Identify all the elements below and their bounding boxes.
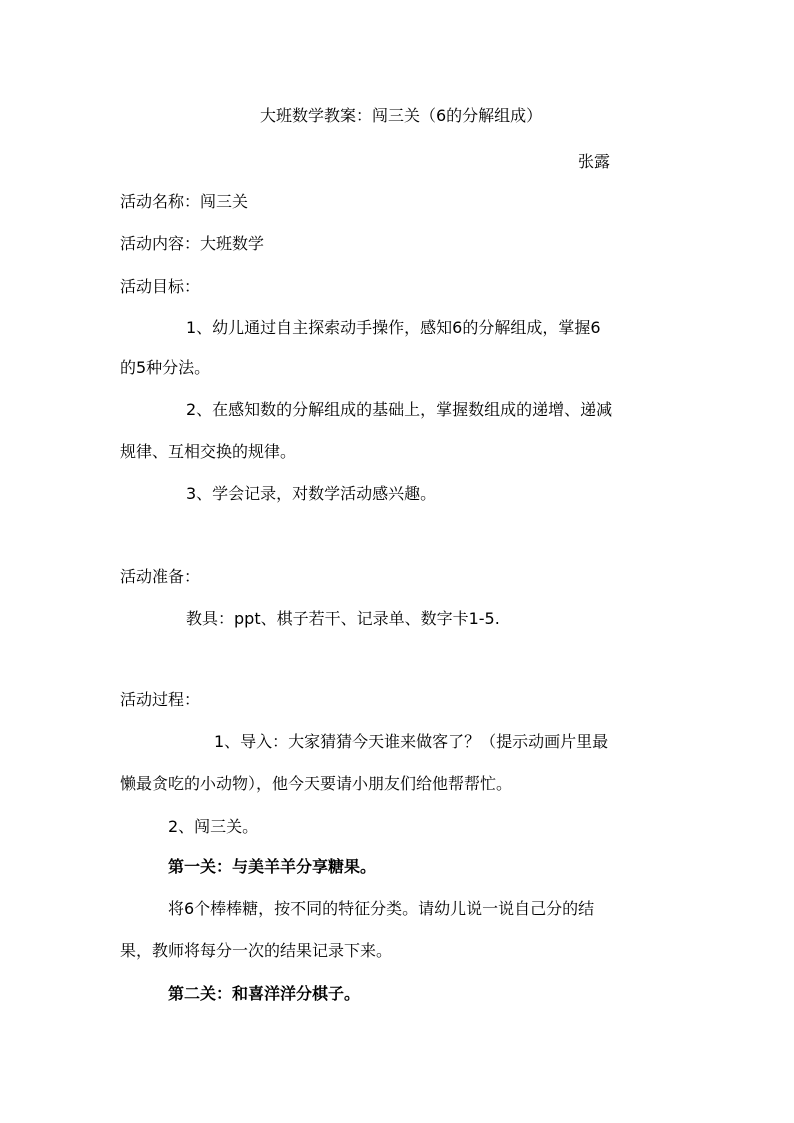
goal-line: 1、幼儿通过自主探索动手操作，感知6的分解组成，掌握6 xyxy=(186,318,601,337)
activity-name: 活动名称：闯三关 xyxy=(120,192,249,211)
level-two-title: 第二关：和喜洋洋分棋子。 xyxy=(168,984,361,1003)
preparation-detail: 教具：ppt、棋子若干、记录单、数字卡1-5. xyxy=(186,609,500,628)
goal-line: 规律、互相交换的规律。 xyxy=(120,442,297,461)
process-line: 2、闯三关。 xyxy=(168,817,259,836)
goal-line: 2、在感知数的分解组成的基础上，掌握数组成的递增、递减 xyxy=(186,400,613,419)
process-heading: 活动过程： xyxy=(120,690,201,709)
goal-line: 3、学会记录，对数学活动感兴趣。 xyxy=(186,484,437,503)
level-one-title: 第一关：与美羊羊分享糖果。 xyxy=(168,857,377,876)
level-one-text: 果，教师将每分一次的结果记录下来。 xyxy=(120,941,393,960)
author-name: 张露 xyxy=(578,152,611,171)
document-title: 大班数学教案：闯三关（6的分解组成） xyxy=(260,106,543,125)
process-line: 1、导入：大家猜猜今天谁来做客了？（提示动画片里最 xyxy=(214,732,609,751)
process-line: 懒最贪吃的小动物），他今天要请小朋友们给他帮帮忙。 xyxy=(120,774,513,793)
preparation-heading: 活动准备： xyxy=(120,567,201,586)
level-one-text: 将6个棒棒糖，按不同的特征分类。请幼儿说一说自己分的结 xyxy=(168,899,595,918)
activity-goals-heading: 活动目标： xyxy=(120,277,201,296)
goal-line: 的5种分法。 xyxy=(120,358,211,377)
activity-content: 活动内容：大班数学 xyxy=(120,234,265,253)
